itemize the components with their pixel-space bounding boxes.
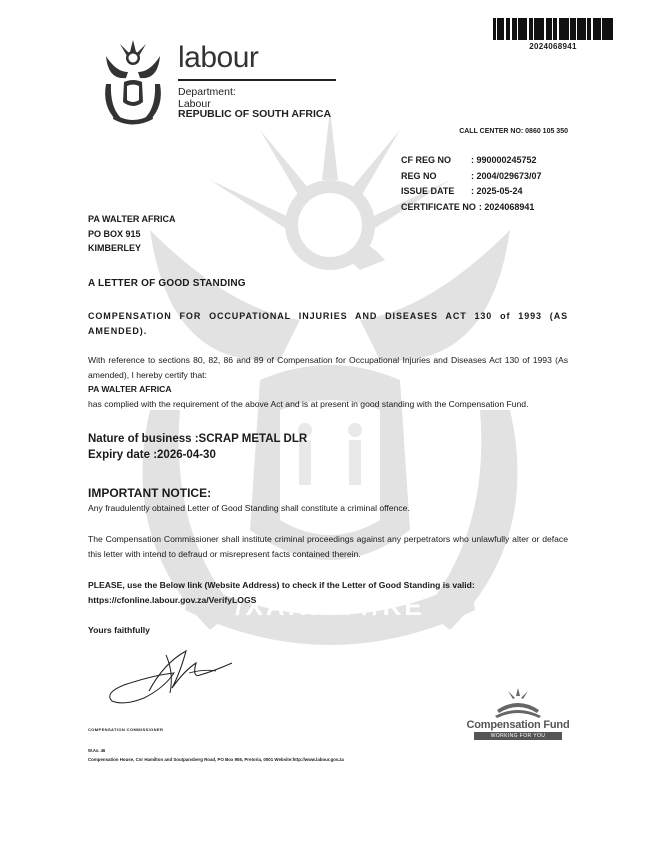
compensation-fund-name: Compensation Fund	[466, 719, 570, 731]
issue-date-value: : 2025-05-24	[471, 186, 523, 196]
closing-salutation: Yours faithfully	[88, 625, 150, 635]
watermark-motto: /XARRA //KE	[235, 591, 425, 621]
certification-paragraph	[88, 353, 568, 411]
certificate-value: : 2024068941	[478, 201, 535, 212]
expiry-date: Expiry date :2026-04-30	[88, 449, 216, 461]
letter-title: A LETTER OF GOOD STANDING	[88, 278, 246, 289]
registration-details	[401, 153, 542, 215]
barcode	[493, 18, 613, 51]
notice-heading: IMPORTANT NOTICE:	[88, 486, 212, 500]
issue-date-label: ISSUE DATE	[401, 186, 455, 196]
department-line-1: Department:	[178, 86, 236, 98]
barcode-number: 2024068941	[529, 42, 577, 51]
certified-company: PA WALTER AFRICA	[88, 384, 172, 395]
reg-value: : 2004/029673/07	[471, 170, 542, 181]
verification-instructions	[88, 578, 568, 607]
criminal-proceedings-notice: The Compensation Commissioner shall institute criminal proceedings against any perpetrators who unlawfully alter or deface this letter with intend to defraud or misrepresent facts contained therein.	[88, 534, 568, 559]
address-line-2: PO BOX 915	[88, 228, 141, 239]
header-divider	[178, 79, 336, 81]
business-details	[88, 431, 307, 463]
issue-date-row	[401, 184, 542, 200]
certificate-row	[401, 200, 542, 216]
fraud-notice: Any fraudulently obtained Letter of Good Standing shall constitute a criminal offence.	[88, 503, 410, 513]
compensation-fund-tagline: WORKING FOR YOU	[474, 732, 562, 740]
commissioner-title: COMPENSATION COMMISSIONER	[88, 727, 164, 732]
call-center-number: CALL CENTER NO: 0860 105 350	[459, 128, 568, 135]
certificate-label: CERTIFICATE NO	[401, 201, 476, 212]
cf-reg-label: CF REG NO	[401, 155, 452, 165]
country-name: REPUBLIC OF SOUTH AFRICA	[178, 108, 332, 120]
cf-reg-value: : 990000245752	[471, 155, 537, 165]
reg-label: REG NO	[401, 170, 437, 181]
cf-reg-row	[401, 153, 542, 169]
signature	[104, 643, 239, 708]
certification-intro: With reference to sections 80, 82, 86 and 89 of Compensation for Occupational Injuries and Diseases Act 130 of 1993 (As amended), I hereby certify that:	[88, 355, 568, 380]
compensation-fund-emblem	[493, 688, 543, 718]
compliance-statement: has complied with the requirement of the above Act and is at present in good standing with the Compensation Fund.	[88, 398, 529, 409]
reg-row	[401, 169, 542, 185]
department-label	[178, 86, 236, 110]
address-line-1: PA WALTER AFRICA	[88, 214, 176, 224]
department-line-2: Labour	[178, 98, 211, 110]
recipient-address	[88, 212, 176, 256]
verify-line: PLEASE, use the Below link (Website Address) to check if the Letter of Good Standing is valid:	[88, 580, 475, 590]
compensation-fund-logo	[458, 688, 578, 740]
coat-of-arms-logo	[100, 40, 166, 126]
verify-url[interactable]: https://cfonline.labour.gov.za/VerifyLOGS	[88, 594, 257, 605]
department-logo-title: labour	[178, 41, 259, 74]
address-line-3: KIMBERLEY	[88, 243, 142, 253]
form-reference: W.As. 46	[88, 748, 106, 753]
act-title: COMPENSATION FOR OCCUPATIONAL INJURIES AND DISEASES ACT 130 of 1993 (AS AMENDED).	[88, 311, 568, 336]
footer-address: Compensation House, Cnr Hamilton and Soutpansberg Road, PO Box 955, Pretoria, 0001 Website:http://www.labour.gov.za	[88, 757, 344, 762]
barcode-bars	[493, 18, 613, 40]
nature-of-business: Nature of business :SCRAP METAL DLR	[88, 433, 308, 445]
